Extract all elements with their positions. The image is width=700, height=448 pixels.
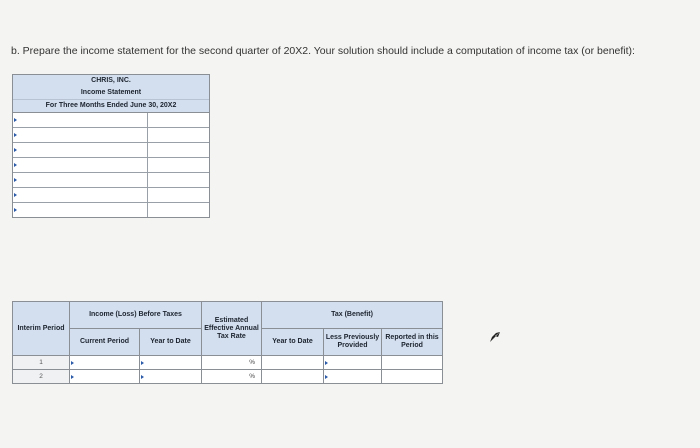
company-name: CHRIS, INC. (91, 77, 131, 84)
reported-this-period-input[interactable] (382, 356, 443, 370)
question-text: b. Prepare the income statement for the second quarter of 20X2. Your solution should include a computation of income tax (or benefit): (11, 45, 635, 57)
statement-row (13, 203, 209, 217)
statement-period: For Three Months Ended June 30, 20X2 (13, 99, 209, 112)
current-period-input[interactable] (70, 370, 140, 384)
account-select[interactable] (13, 143, 148, 157)
account-select[interactable] (13, 113, 148, 127)
income-statement-table (12, 74, 210, 218)
less-previously-provided-input[interactable] (324, 356, 382, 370)
statement-header (13, 75, 209, 113)
header-year-to-date: Year to Date (140, 329, 202, 356)
dropdown-arrow-icon (14, 163, 17, 167)
account-select[interactable] (13, 158, 148, 172)
statement-row (13, 113, 209, 128)
header-income-before-taxes: Income (Loss) Before Taxes (70, 302, 202, 329)
table-row (13, 356, 443, 370)
less-previously-provided-input[interactable] (324, 370, 382, 384)
year-to-date-input[interactable] (140, 356, 202, 370)
dropdown-arrow-icon (14, 118, 17, 122)
header-reported-this-period: Reported in this Period (382, 329, 443, 356)
statement-row (13, 128, 209, 143)
current-period-input[interactable] (70, 356, 140, 370)
period-label: 2 (13, 370, 70, 384)
dropdown-arrow-icon (141, 361, 144, 365)
reported-this-period-input[interactable] (382, 370, 443, 384)
header-tax-year-to-date: Year to Date (262, 329, 324, 356)
statement-title: Income Statement (80, 89, 142, 96)
statement-row (13, 143, 209, 158)
percent-sign: % (249, 373, 255, 380)
dropdown-arrow-icon (71, 361, 74, 365)
account-select[interactable] (13, 188, 148, 202)
dropdown-arrow-icon (325, 375, 328, 379)
tax-year-to-date-input[interactable] (262, 370, 324, 384)
amount-input[interactable] (148, 113, 209, 127)
dropdown-arrow-icon (141, 375, 144, 379)
dropdown-arrow-icon (14, 208, 17, 212)
statement-row (13, 173, 209, 188)
dropdown-arrow-icon (325, 361, 328, 365)
dropdown-arrow-icon (14, 178, 17, 182)
tax-computation-table (12, 301, 443, 384)
amount-input[interactable] (148, 143, 209, 157)
year-to-date-input[interactable] (140, 370, 202, 384)
account-select[interactable] (13, 203, 148, 217)
header-interim-period: Interim Period (13, 302, 70, 356)
statement-row (13, 188, 209, 203)
statement-row (13, 158, 209, 173)
account-select[interactable] (13, 128, 148, 142)
header-effective-rate: Estimated Effective Annual Tax Rate (202, 302, 262, 356)
dropdown-arrow-icon (71, 375, 74, 379)
statement-body (13, 113, 209, 217)
tax-year-to-date-input[interactable] (262, 356, 324, 370)
header-tax-benefit: Tax (Benefit) (262, 302, 443, 329)
rate-input[interactable] (202, 356, 262, 370)
percent-sign: % (249, 359, 255, 366)
mouse-cursor-icon (489, 331, 501, 343)
header-current-period: Current Period (70, 329, 140, 356)
dropdown-arrow-icon (14, 133, 17, 137)
amount-input[interactable] (148, 158, 209, 172)
amount-input[interactable] (148, 128, 209, 142)
dropdown-arrow-icon (14, 148, 17, 152)
period-label: 1 (13, 356, 70, 370)
header-less-previously-provided: Less Previously Provided (324, 329, 382, 356)
amount-input[interactable] (148, 173, 209, 187)
account-select[interactable] (13, 173, 148, 187)
amount-input[interactable] (148, 203, 209, 217)
amount-input[interactable] (148, 188, 209, 202)
rate-input[interactable] (202, 370, 262, 384)
dropdown-arrow-icon (14, 193, 17, 197)
table-row (13, 370, 443, 384)
